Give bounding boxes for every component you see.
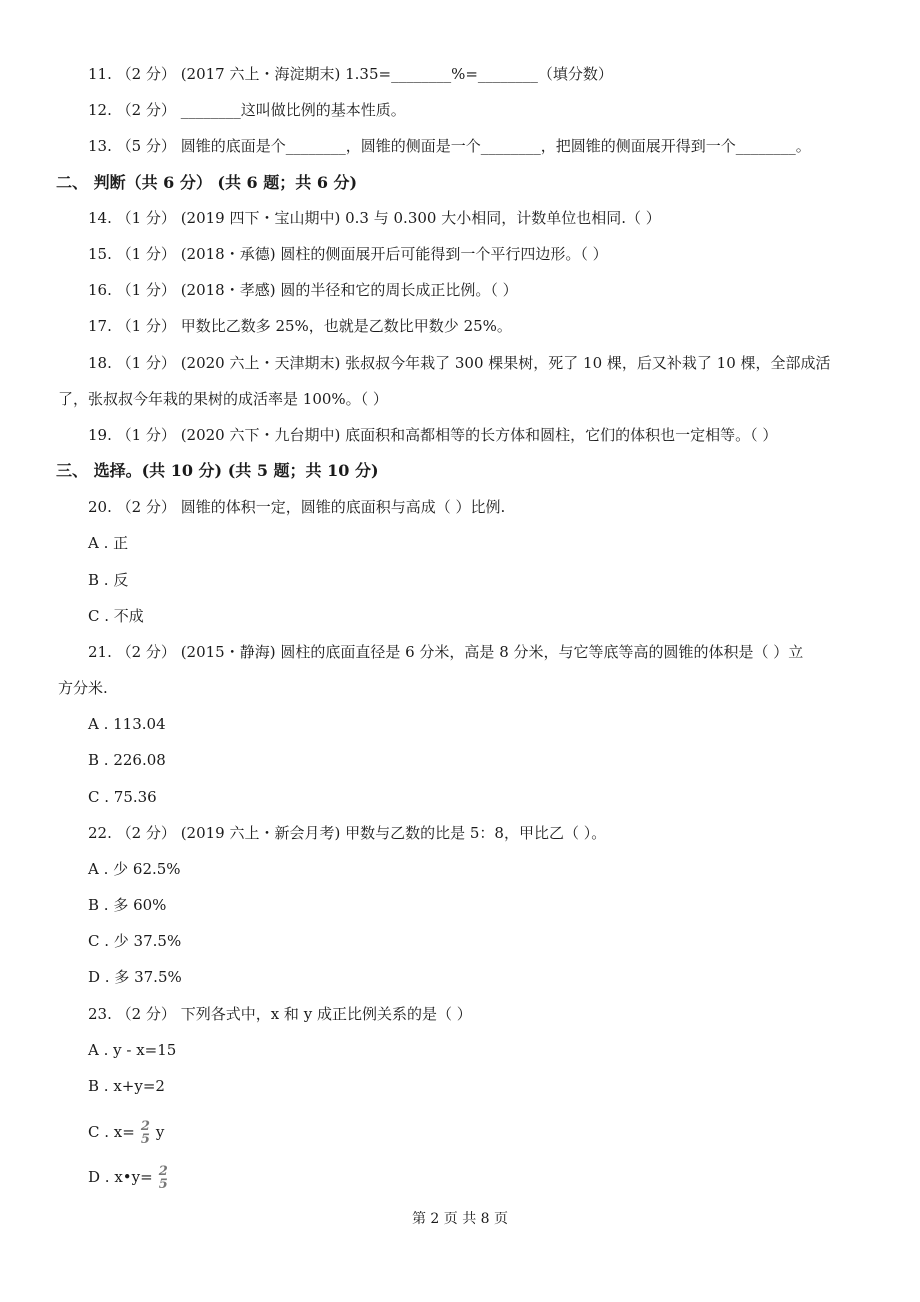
question-23-option-d [0, 1160, 920, 1194]
question-20: 20. （2 分） 圆锥的体积一定，圆锥的底面积与高成（ ）比例. [88, 498, 506, 516]
question-18: 18. （1 分） (2020 六上・天津期末) 张叔叔今年栽了 300 棵果树，死了 10 棵，后又补栽了 10 棵，全部成活 [88, 354, 831, 372]
question-21-option-c: C . 75.36 [88, 788, 157, 806]
question-21: 21. （2 分） (2015・静海) 圆柱的底面直径是 6 分米，高是 8 分米，与它等底等高的圆锥的体积是（ ）立 [88, 643, 804, 661]
question-16: 16. （1 分） (2018・孝感) 圆的半径和它的周长成正比例。（ ） [88, 281, 518, 299]
page-footer: 第 2 页 共 8 页 [411, 1211, 509, 1227]
question-23: 23. （2 分） 下列各式中，x 和 y 成正比例关系的是（ ） [88, 1005, 472, 1023]
section-heading-choice: 三、 选择。(共 10 分) (共 5 题；共 10 分) [56, 461, 379, 480]
fraction-two-fifths [141, 1120, 150, 1146]
fraction-two-fifths [159, 1165, 168, 1191]
question-13: 13. （5 分） 圆锥的底面是个________，圆锥的侧面是一个________，把圆锥的侧面展开得到一个________。 [88, 137, 811, 155]
question-23-option-a: A . y - x=15 [88, 1041, 177, 1059]
section-heading-judge: 二、 判断（共 6 分） (共 6 题；共 6 分) [56, 173, 358, 192]
question-17: 17. （1 分） 甲数比乙数多 25%，也就是乙数比甲数少 25%。 [88, 317, 512, 335]
fraction-denominator: 5 [158, 1177, 168, 1192]
question-12: 12. （2 分） ________这叫做比例的基本性质。 [88, 101, 406, 119]
question-20-option-a: A . 正 [88, 534, 129, 552]
question-22-option-b: B . 多 60% [88, 896, 167, 914]
question-20-option-c: C . 不成 [88, 607, 144, 625]
question-21-option-b: B . 226.08 [88, 751, 166, 769]
question-11: 11. （2 分） (2017 六上・海淀期末) 1.35=________%=________（填分数） [88, 65, 613, 83]
question-23-option-b: B . x+y=2 [88, 1077, 165, 1095]
option-c-suffix: y [155, 1123, 165, 1141]
question-21-continued: 方分米. [58, 679, 108, 697]
question-18-continued: 了，张叔叔今年栽的果树的成活率是 100%。（ ） [58, 390, 388, 408]
question-21-option-a: A . 113.04 [88, 715, 166, 733]
question-15: 15. （1 分） (2018・承德) 圆柱的侧面展开后可能得到一个平行四边形。（ ） [88, 245, 608, 263]
question-19: 19. （1 分） (2020 六下・九台期中) 底面积和高都相等的长方体和圆柱，它们的体积也一定相等。（ ） [88, 426, 778, 444]
fraction-denominator: 5 [140, 1132, 150, 1147]
question-20-option-b: B . 反 [88, 571, 129, 589]
question-22: 22. （2 分） (2019 六上・新会月考) 甲数与乙数的比是 5：8，甲比乙（ ）。 [88, 824, 607, 842]
question-22-option-a: A . 少 62.5% [88, 860, 181, 878]
option-c-prefix: C . x= [88, 1123, 135, 1141]
question-14: 14. （1 分） (2019 四下・宝山期中) 0.3 与 0.300 大小相同，计数单位也相同.（ ） [88, 209, 661, 227]
question-23-option-c [0, 1115, 920, 1149]
fraction-numerator: 2 [140, 1119, 150, 1134]
option-d-prefix: D . x•y= [88, 1168, 153, 1186]
question-22-option-c: C . 少 37.5% [88, 932, 182, 950]
question-22-option-d: D . 多 37.5% [88, 968, 182, 986]
fraction-numerator: 2 [158, 1164, 168, 1179]
